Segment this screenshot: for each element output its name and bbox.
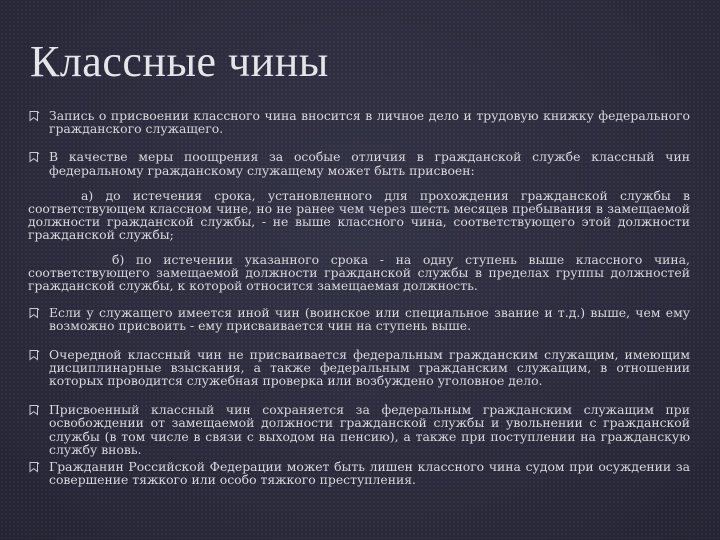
paragraph-text: а) до истечения срока, установленного для прохождения гражданской службы в соответствующем классном чине, но не ранее чем через шесть месяцев пребывания в замещаемой должности гражданской службы, - не выше классного чина, соответствующего этой должности гражданской службы; — [28, 187, 690, 243]
sub-paragraph-a — [28, 189, 690, 242]
paragraph-text: б) по истечении указанного срока - на одну ступень выше классного чина, соответствующего замещаемой должности гражданской службы в пределах группы должностей гражданской службы, к которой относится замещаемая должность. — [28, 251, 690, 294]
bullet-text: Запись о присвоении классного чина вносится в личное дело и трудовую книжку федерального гражданского служащего. — [49, 108, 690, 137]
bullet-text: Гражданин Российской Федерации может быть лишен классного чина судом при осуждении за совершение тяжкого или особо тяжкого преступления. — [49, 459, 690, 488]
bullet-item — [28, 109, 690, 135]
slide-body — [28, 109, 690, 486]
bullet-text: Присвоенный классный чин сохраняется за федеральным гражданским служащим при освобождении от замещаемой должности гражданской службы и увольнении с гражданской службы (в том числе в связи с выходом на пенсию), а также при поступлении на гражданскую службу вновь. — [49, 402, 690, 457]
bookmark-icon — [28, 307, 40, 319]
bullet-item — [28, 348, 690, 388]
bullet-item — [28, 306, 690, 332]
slide-title: Классные чины — [30, 37, 329, 86]
bullet-item — [28, 403, 690, 456]
bookmark-icon — [28, 404, 40, 416]
bullet-item — [28, 150, 690, 176]
bookmark-icon — [28, 110, 40, 122]
bookmark-icon — [28, 349, 40, 361]
bullet-text: Очередной классный чин не присваивается федеральным гражданским служащим, имеющим дисциплинарные взыскания, а также федеральным гражданским служащим, в отношении которых проводится служебная проверка или возбуждено уголовное дело. — [49, 346, 690, 389]
bullet-text: В качестве меры поощрения за особые отличия в гражданской службе классный чин федеральному гражданскому служащему может быть присвоен: — [49, 149, 690, 178]
sub-paragraph-b — [28, 253, 690, 293]
bullet-item — [28, 460, 690, 486]
bullet-text: Если у служащего имеется иной чин (воинское или специальное звание и т.д.) выше, чем ему возможно присвоить - ему присваивается чин на ступень выше. — [49, 305, 690, 334]
bookmark-icon — [28, 151, 40, 163]
bookmark-icon — [28, 461, 40, 473]
